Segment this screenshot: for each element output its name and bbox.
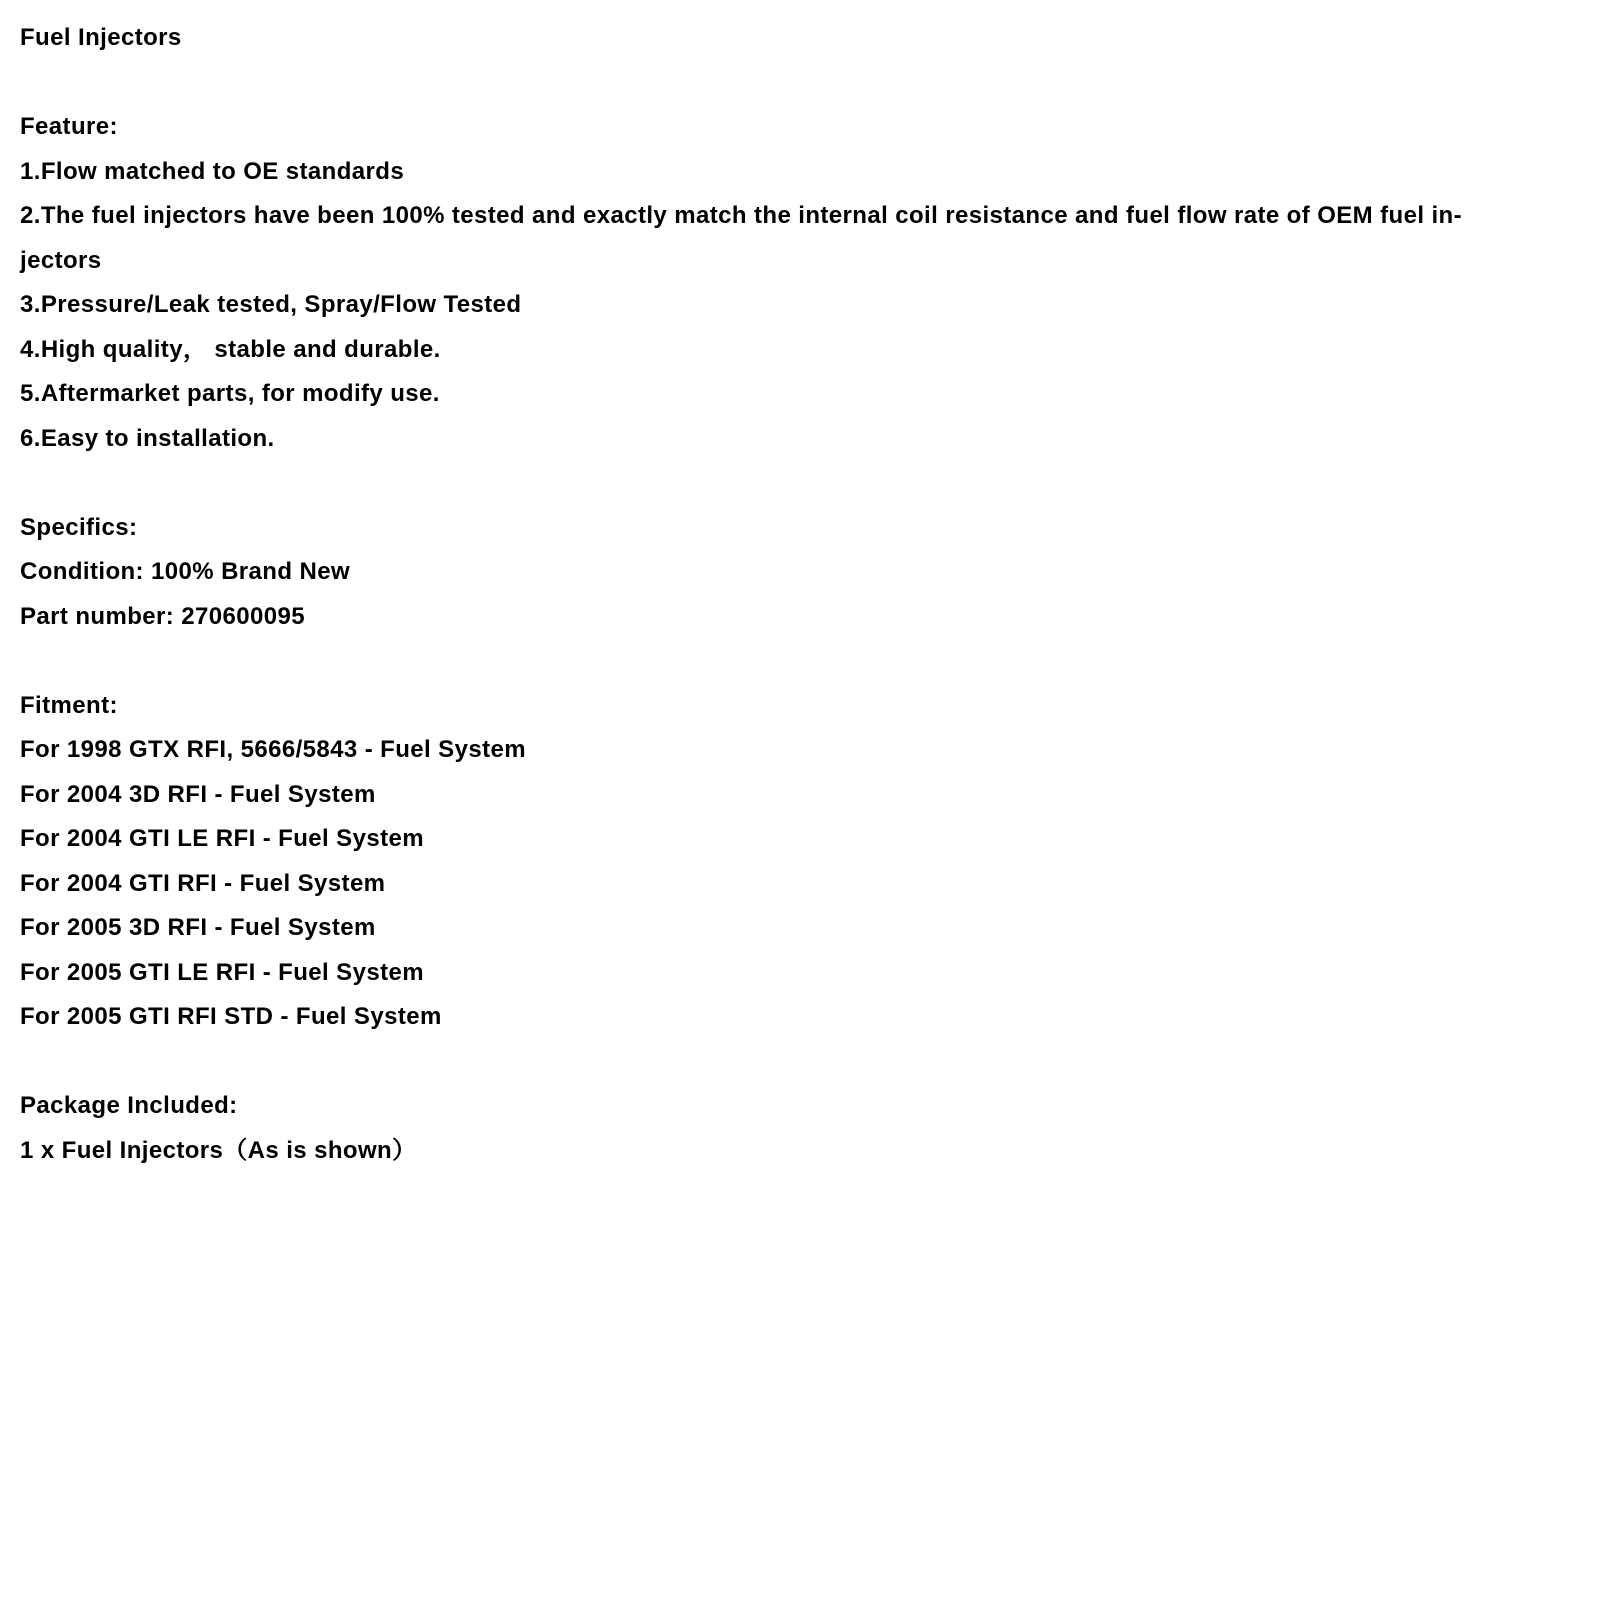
- fitment-heading: Fitment:: [20, 691, 118, 719]
- fitment-item: For 2005 3D RFI - Fuel System: [20, 914, 376, 941]
- fitment-item: For 2004 GTI RFI - Fuel System: [20, 869, 386, 897]
- fitment-item: For 2004 GTI LE RFI - Fuel System: [20, 825, 424, 852]
- feature-item: 6.Easy to installation.: [20, 424, 275, 452]
- fitment-item: For 2004 3D RFI - Fuel System: [20, 780, 376, 808]
- feature-heading: Feature:: [20, 113, 118, 140]
- spacer: [20, 61, 1580, 106]
- feature-item: 5.Aftermarket parts, for modify use.: [20, 380, 440, 407]
- specifics-item: Part number: 270600095: [20, 602, 305, 630]
- feature-item: 4.High quality， stable and durable.: [20, 335, 441, 363]
- spacer: [20, 639, 1580, 684]
- spacer: [20, 461, 1580, 506]
- page-title: Fuel Injectors: [20, 24, 182, 51]
- feature-item: 1.Flow matched to OE standards: [20, 157, 405, 185]
- package-heading: Package Included:: [20, 1092, 238, 1119]
- feature-item: jectors: [20, 246, 102, 274]
- package-item: 1 x Fuel Injectors（As is shown）: [20, 1136, 417, 1164]
- specifics-item: Condition: 100% Brand New: [20, 558, 351, 585]
- fitment-item: For 1998 GTX RFI, 5666/5843 - Fuel System: [20, 736, 526, 763]
- feature-item: 2.The fuel injectors have been 100% tested and exactly match the internal coil resistance and fuel flow rate of OEM fuel in-: [20, 202, 1462, 229]
- fitment-item: For 2005 GTI RFI STD - Fuel System: [20, 1003, 442, 1030]
- feature-item: 3.Pressure/Leak tested, Spray/Flow Tested: [20, 291, 522, 318]
- spacer: [20, 1040, 1580, 1085]
- fitment-item: For 2005 GTI LE RFI - Fuel System: [20, 958, 424, 986]
- product-description: [20, 16, 1580, 1173]
- specifics-heading: Specifics:: [20, 513, 138, 541]
